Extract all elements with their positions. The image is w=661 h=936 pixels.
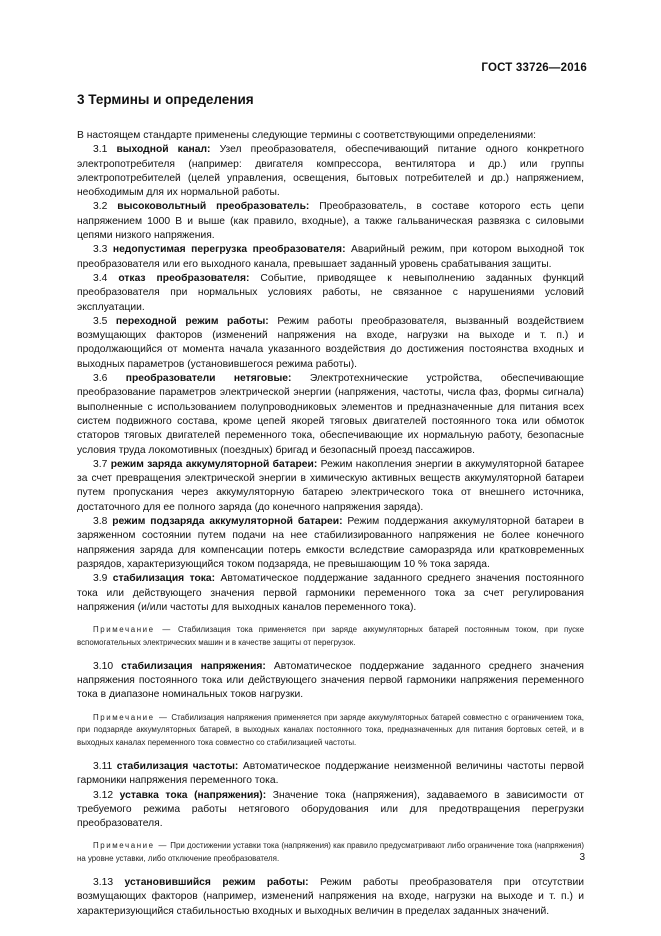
term-number: 3.13 xyxy=(93,877,114,889)
note-label: Примечание — xyxy=(93,712,169,722)
term-definition xyxy=(77,372,584,458)
term-text: Событие, приводящее к невыполнению заданных функций преобразователя при нормальных условиях работы, не связанное с нарушениями условий эксплуатации. xyxy=(77,272,584,313)
term-number: 3.3 xyxy=(93,244,108,256)
term-definition xyxy=(77,272,584,315)
term-number: 3.2 xyxy=(93,201,108,213)
term-text: Режим накопления энергии в аккумуляторной батарее за счет превращения электрической энергии в химическую активных веществ аккумуляторной батареи путем пропускания через аккумуляторную батарею электрического тока от внешнего источника, достаточного для ее полного заряда (до конечного напряжения заряда). xyxy=(77,458,584,513)
note-label: Примечание — xyxy=(93,841,169,851)
term-number: 3.5 xyxy=(93,315,108,327)
terms-list xyxy=(77,143,584,919)
term-text: Аварийный режим, при котором выходной ток преобразователя или его выходного канала, превышает заданный уровень срабатывания защиты. xyxy=(77,244,584,270)
term-text: Режим работы преобразователя, вызванный воздействием возмущающих факторов (изменений напряжения на входе, нагрузки на выходе и т. п.) и продолжающийся от момента начала указанного воздействия до достижения постоянства входных и выходных параметров (установившегося режима работы). xyxy=(77,315,584,370)
term-definition xyxy=(77,760,584,789)
term-number: 3.1 xyxy=(93,144,108,156)
term-text: Автоматическое поддержание заданного среднего значения напряжения постоянного тока или действующего значения первой гармоники напряжения переменного тока в диапазоне номинальных токов нагрузки. xyxy=(77,660,584,701)
term-text: Преобразователь, в составе которого есть цепи напряжением 1000 В и выше (как правило, входные), а также гальваническая развязка с силовыми цепями низкого напряжения. xyxy=(77,201,584,242)
term-number: 3.11 xyxy=(93,760,113,772)
term-number: 3.7 xyxy=(93,458,108,470)
term-number: 3.10 xyxy=(93,660,114,672)
term-definition xyxy=(77,315,584,372)
term-definition xyxy=(77,660,584,703)
term-definition xyxy=(77,143,584,200)
section-title: 3 Термины и определения xyxy=(77,92,254,107)
term-name: недопустимая перегрузка преобразователя: xyxy=(112,244,346,256)
term-number: 3.9 xyxy=(93,573,108,585)
term-definition xyxy=(77,243,584,272)
term-number: 3.6 xyxy=(93,373,108,385)
term-note xyxy=(77,624,584,650)
term-number: 3.12 xyxy=(93,789,114,801)
term-definition xyxy=(77,789,584,832)
term-definition xyxy=(77,458,584,515)
term-definition xyxy=(77,876,584,919)
note-text: При достижении уставки тока (напряжения) как правило предусматривают либо ограничение тока (напряжения) на уровне уставки, либо отключение преобразователя. xyxy=(77,841,584,864)
term-definition xyxy=(77,515,584,572)
term-name: выходной канал: xyxy=(116,144,211,156)
term-name: стабилизация тока: xyxy=(112,573,216,585)
term-name: преобразователи нетяговые: xyxy=(125,373,292,385)
note-text: Стабилизация напряжения применяется при заряде аккумуляторных батарей совместно с ограничением тока, при подзаряде аккумуляторных батарей, в выходных каналах постоянного тока, предназначенных для питания бортовых сетей, и в выходных каналах переменного тока совместно со стабилизацией частоты. xyxy=(77,712,584,748)
term-number: 3.4 xyxy=(93,272,108,284)
term-name: высоковольтный преобразователь: xyxy=(117,201,310,213)
term-definition xyxy=(77,200,584,243)
term-note xyxy=(77,712,584,750)
term-text: Значение тока (напряжения), задаваемого в зависимости от требуемого режима работы нетягового оборудования или для предотвращения перегрузки преобразователя. xyxy=(77,789,584,830)
note-label: Примечание — xyxy=(93,625,172,635)
term-name: переходной режим работы: xyxy=(115,315,269,327)
term-name: установившийся режим работы: xyxy=(124,877,309,889)
page-number: 3 xyxy=(579,852,585,863)
term-name: режим заряда аккумуляторной батареи: xyxy=(110,458,318,470)
note-text: Стабилизация тока применяется при заряде аккумуляторных батарей постоянным током, при пуске вспомогательных электрических машин и в качестве защиты от перегрузок. xyxy=(77,625,584,647)
term-definition xyxy=(77,572,584,615)
page-content xyxy=(77,92,584,919)
term-text: Электротехнические устройства, обеспечивающие преобразование параметров электрической энергии (напряжения, частоты, числа фаз, формы сигнала) выполненные с использованием полупроводниковых элементов и предназначенные для питания всех систем подвижного состава, кроме цепей якорей тяговых двигателей постоянного тока или обмоток статоров тяговых двигателей переменного тока, обеспечивающие их нормальную работу, безопасные условия труда локомотивных (поездных) бригад и безопасный проезд пассажиров. xyxy=(77,373,584,456)
term-text: Автоматическое поддержание неизменной величины частоты первой гармоники напряжения переменного тока. xyxy=(77,760,584,787)
term-name: стабилизация напряжения: xyxy=(121,660,266,672)
term-text: Режим работы преобразователя при отсутствии возмущающих факторов (например, изменений напряжения на входе, нагрузки на выходе и т. п.) и характеризующийся стабильностью входных и выходных величин в пределах заданных значений. xyxy=(77,877,584,917)
term-name: стабилизация частоты: xyxy=(116,760,239,772)
term-text: Узел преобразователя, обеспечивающий питание одного конкретного электропотребителя (например: двигателя компрессора, вентилятора и др.) или группы электропотребителей (целей управления, освещения, бытовых потребителей и др.) напряжением, необходимым для их нормальной работы. xyxy=(77,144,584,199)
term-name: режим подзаряда аккумуляторной батареи: xyxy=(112,516,343,528)
intro-paragraph: В настоящем стандарте применены следующие термины с соответствующими определениями: xyxy=(77,130,537,141)
term-note xyxy=(77,840,584,866)
term-name: отказ преобразователя: xyxy=(118,272,250,284)
document-code: ГОСТ 33726—2016 xyxy=(481,62,587,74)
term-number: 3.8 xyxy=(93,516,108,528)
term-text: Автоматическое поддержание заданного среднего значения постоянного тока или действующего значения первой гармоники переменного тока за счет регулирования напряжения (и/или частоты для выходных каналов переменного тока). xyxy=(77,573,584,613)
term-name: уставка тока (напряжения): xyxy=(119,789,267,801)
term-text: Режим поддержания аккумуляторной батареи в заряженном состоянии путем подачи на нее стабилизированного напряжения не более конечного напряжения заряда для компенсации потерь емкости вследствие саморазряда или кратковременных разрядов, характеризующийся током подзаряда, не превышающим 10 % тока заряда. xyxy=(77,516,584,570)
